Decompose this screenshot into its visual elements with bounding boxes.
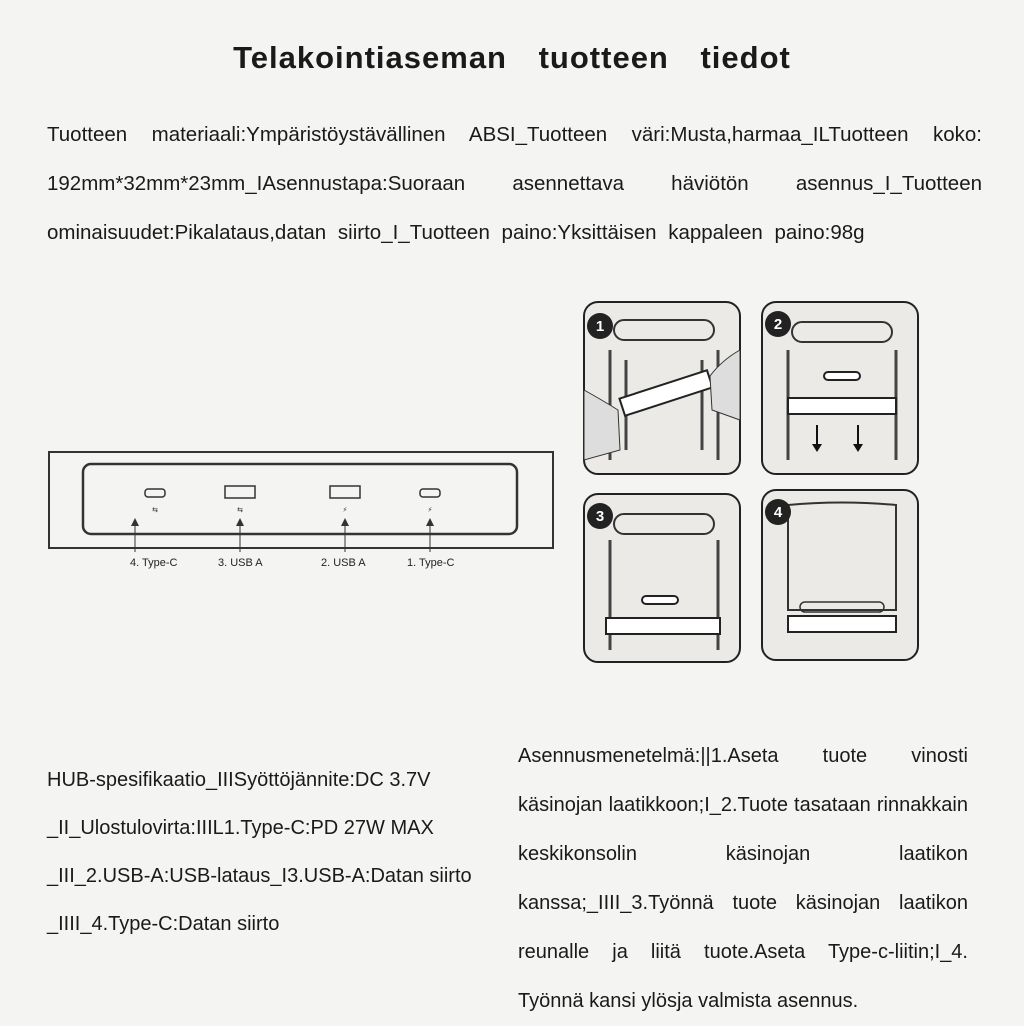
product-info-text: Tuotteen materiaali:Ympäristöystävällinen ABSI_Tuotteen väri:Musta,harmaa_ILTuotteen koko: 192mm*32mm*23mm_IAsennustapa:Suoraan asennettava häviötön asennus_I_Tuotteen ominaisuudet:Pikalataus,datan siirto_I_Tuotteen paino:Yksittäisen kappaleen paino:98g (47, 123, 982, 244)
step-panel-3 (584, 494, 740, 662)
step-4-number: 4 (773, 504, 783, 521)
step-2-number: 2 (773, 316, 783, 333)
spec-line-1: HUB-spesifikaatio_IIISyöttöjännite:DC 3.7V (47, 769, 431, 791)
svg-text:⚡: ⚡ (342, 507, 348, 514)
spec-line-3: _III_2.USB-A:USB-lataus_I3.USB-A:Datan siirto (47, 865, 472, 887)
port-label-2: 2. USB A (321, 557, 366, 569)
page-title: Telakointiaseman tuotteen tiedot (233, 40, 791, 75)
port-usb-a-3 (225, 486, 255, 552)
hub-specification (47, 756, 507, 948)
svg-text:⚡: ⚡ (427, 507, 433, 514)
step-panel-2 (762, 302, 918, 474)
spec-line-4: _IIII_4.Type-C:Datan siirto (47, 913, 280, 935)
installation-method-text: Asennusmenetelmä:||1.Aseta tuote vinosti käsinojan laatikkoon;I_2.Tuote tasataan rinnakkain keskikonsolin käsinojan laatikon kanssa;_IIII_3.Työnnä tuote käsinojan laatikon reunalle ja liitä tuote.Aseta Type-c-liitin;I_4. Työnnä kansi ylösja valmista asennus. (518, 745, 968, 1012)
svg-text:⇆: ⇆ (237, 507, 243, 514)
port-usb-a-2 (330, 486, 360, 552)
hub-port-diagram (45, 450, 565, 575)
step-panel-1 (584, 302, 740, 474)
port-type-c-1 (420, 489, 440, 552)
port-label-1: 1. Type-C (407, 557, 455, 569)
svg-text:⇆: ⇆ (152, 507, 158, 514)
port-label-3: 3. USB A (218, 557, 263, 569)
step-1-number: 1 (595, 318, 605, 335)
port-type-c-4 (131, 489, 165, 552)
step-3-number: 3 (595, 508, 605, 525)
step-panel-4 (762, 490, 918, 660)
installation-steps-illustration (582, 300, 922, 665)
spec-line-2: _II_Ulostulovirta:IIIL1.Type-C:PD 27W MAX (47, 817, 434, 839)
port-label-4: 4. Type-C (130, 557, 178, 569)
